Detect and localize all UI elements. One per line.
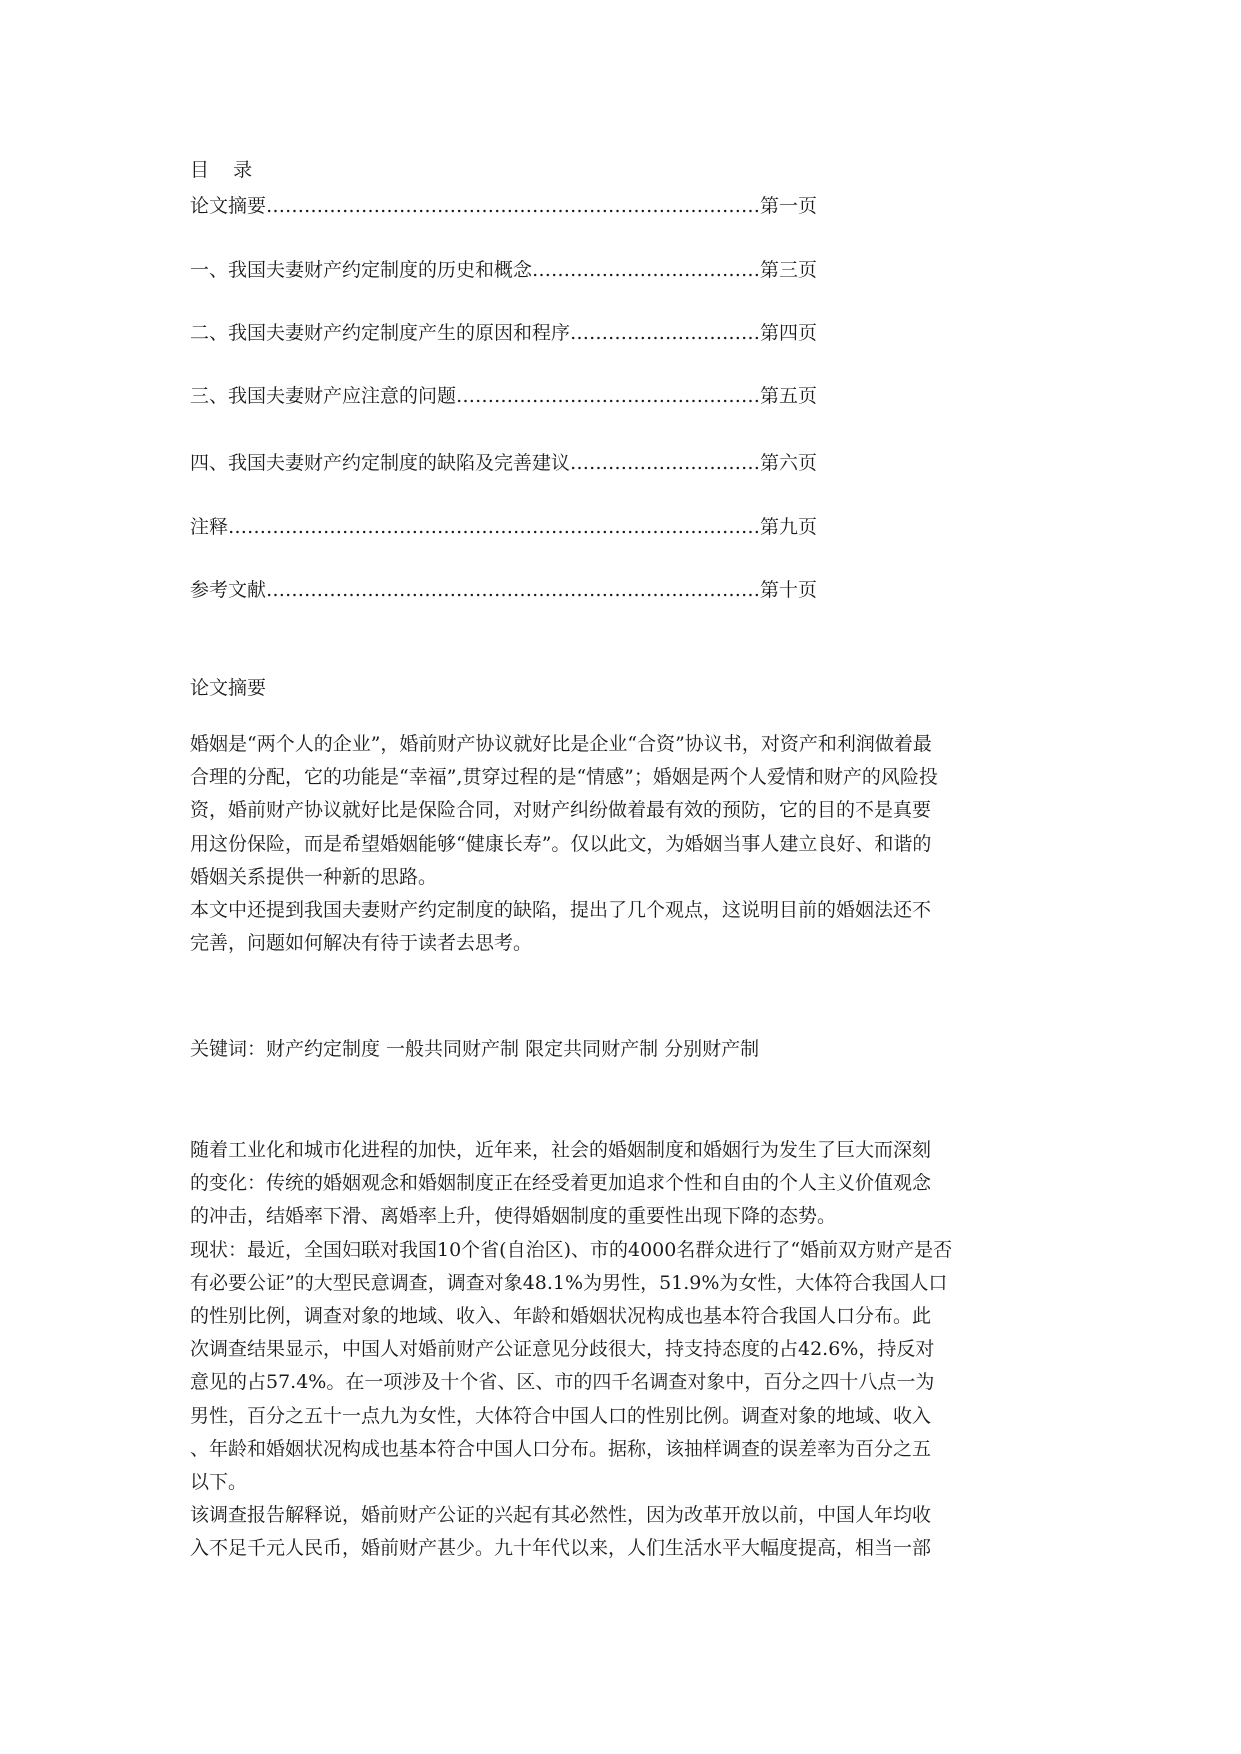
toc-entry-notes: 注释…………………………………………………………………………第九页 — [190, 516, 818, 538]
body-line: 以下。 — [190, 1471, 248, 1494]
abstract-line: 合理的分配，它的功能是“幸福”,贯穿过程的是“情感”；婚姻是两个人爱情和财产的风险投 — [190, 766, 938, 789]
toc-entry-abstract: 论文摘要……………………………………………………………………第一页 — [190, 195, 818, 217]
body-line: 男性，百分之五十一点九为女性，大体符合中国人口的性别比例。调查对象的地域、收入 — [190, 1404, 932, 1427]
toc-entry-section-4: 四、我国夫妻财产约定制度的缺陷及完善建议…………………………第六页 — [190, 452, 818, 474]
abstract-heading: 论文摘要 — [190, 677, 267, 699]
toc-entry-section-1: 一、我国夫妻财产约定制度的历史和概念………………………………第三页 — [190, 259, 818, 281]
abstract-line: 用这份保险，而是希望婚姻能够“健康长寿”。仅以此文，为婚姻当事人建立良好、和谐的 — [190, 832, 932, 855]
abstract-line: 完善，问题如何解决有待于读者去思考。 — [190, 932, 533, 955]
body-paragraph — [190, 1134, 952, 1566]
keywords-line: 关键词：财产约定制度 一般共同财产制 限定共同财产制 分别财产制 — [190, 1038, 760, 1060]
abstract-line: 资，婚前财产协议就好比是保险合同，对财产纠纷做着最有效的预防，它的目的不是真要 — [190, 799, 932, 822]
body-line: 、年龄和婚姻状况构成也基本符合中国人口分布。据称，该抽样调查的误差率为百分之五 — [190, 1437, 932, 1460]
body-line: 的变化：传统的婚姻观念和婚姻制度正在经受着更加追求个性和自由的个人主义价值观念 — [190, 1172, 932, 1195]
toc-title: 目 录 — [190, 159, 253, 181]
body-line: 随着工业化和城市化进程的加快，近年来，社会的婚姻制度和婚姻行为发生了巨大而深刻 — [190, 1139, 932, 1161]
body-line: 该调查报告解释说，婚前财产公证的兴起有其必然性，因为改革开放以前，中国人年均收 — [190, 1504, 932, 1527]
body-line: 的性别比例，调查对象的地域、收入、年龄和婚姻状况构成也基本符合我国人口分布。此 — [190, 1305, 932, 1328]
abstract-line: 婚姻是“两个人的企业”，婚前财产协议就好比是企业“合资”协议书，对资产和利润做着最 — [190, 733, 932, 755]
body-line: 有必要公证”的大型民意调查，调查对象48.1%为男性，51.9%为女性，大体符合我国人口 — [190, 1271, 948, 1294]
abstract-paragraph — [190, 728, 938, 960]
body-line: 入不足千元人民币，婚前财产甚少。九十年代以来，人们生活水平大幅度提高，相当一部 — [190, 1537, 932, 1560]
body-line: 现状：最近，全国妇联对我国10个省(自治区)、市的4000名群众进行了“婚前双方财产是否 — [190, 1238, 953, 1261]
abstract-line: 婚姻关系提供一种新的思路。 — [190, 865, 438, 888]
body-line: 意见的占57.4%。在一项涉及十个省、区、市的四千名调查对象中，百分之四十八点一为 — [190, 1371, 935, 1394]
toc-entry-references: 参考文献……………………………………………………………………第十页 — [190, 579, 818, 601]
toc-entry-section-3: 三、我国夫妻财产应注意的问题…………………………………………第五页 — [190, 385, 818, 407]
body-line: 次调查结果显示，中国人对婚前财产公证意见分歧很大，持支持态度的占42.6%，持反对 — [190, 1338, 935, 1361]
body-line: 的冲击，结婚率下滑、离婚率上升，使得婚姻制度的重要性出现下降的态势。 — [190, 1205, 837, 1228]
abstract-line: 本文中还提到我国夫妻财产约定制度的缺陷，提出了几个观点，这说明目前的婚姻法还不 — [190, 899, 932, 922]
toc-entry-section-2: 二、我国夫妻财产约定制度产生的原因和程序…………………………第四页 — [190, 322, 818, 344]
